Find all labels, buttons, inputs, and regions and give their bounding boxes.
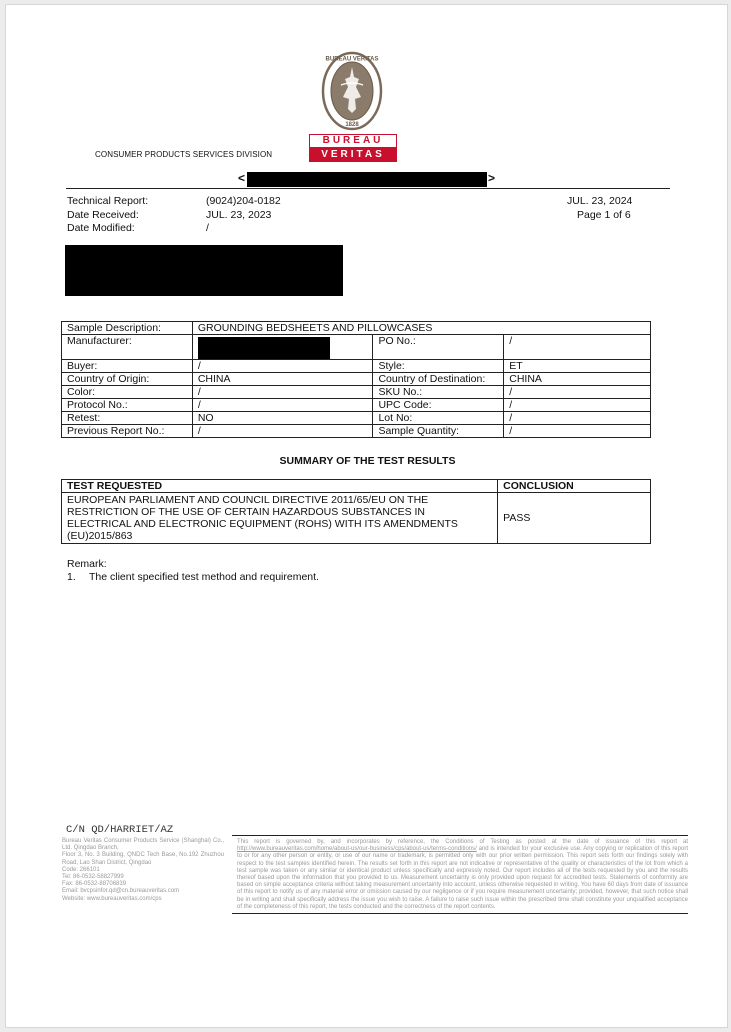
summary-title: SUMMARY OF THE TEST RESULTS xyxy=(279,455,456,467)
date-modified-label: Date Modified: xyxy=(67,222,135,234)
buyer-value: / xyxy=(192,360,373,373)
manufacturer-value xyxy=(192,335,373,360)
table-row xyxy=(62,399,651,412)
po-label: PO No.: xyxy=(373,335,504,360)
seal-year: 1828 xyxy=(345,122,359,128)
logo-word-bureau: BUREAU xyxy=(309,134,397,148)
retest-label: Retest: xyxy=(62,412,193,425)
logo-word-veritas: VERITAS xyxy=(309,148,397,162)
po-value: / xyxy=(504,335,651,360)
col-test-header: TEST REQUESTED xyxy=(62,480,498,493)
color-value: / xyxy=(192,386,373,399)
previous-report-value: / xyxy=(192,425,373,438)
address-line: Email: bvcpsinfor.qd@cn.bureauveritas.com xyxy=(62,888,180,895)
style-value: ET xyxy=(504,360,651,373)
redacted-address-block xyxy=(65,245,343,296)
date-received-value: JUL. 23, 2023 xyxy=(206,209,272,221)
table-row xyxy=(62,335,651,360)
buyer-label: Buyer: xyxy=(62,360,193,373)
sample-quantity-value: / xyxy=(504,425,651,438)
table-row xyxy=(62,373,651,386)
address-line: Code: 266101 xyxy=(62,866,100,873)
division-name: CONSUMER PRODUCTS SERVICES DIVISION xyxy=(95,150,273,159)
disclaimer-text-start: This report is governed by, and incorporates by reference, the Conditions of Testing as posted at the date of issuance of this report at xyxy=(237,839,688,845)
table-row xyxy=(62,493,651,544)
protocol-value: / xyxy=(192,399,373,412)
upc-label: UPC Code: xyxy=(373,399,504,412)
style-label: Style: xyxy=(373,360,504,373)
country-origin-label: Country of Origin: xyxy=(62,373,193,386)
terms-conditions-link[interactable]: http://www.bureauveritas.com/home/about-us/our-business/cps/about-us/terms-conditions/ xyxy=(237,846,477,853)
country-destination-label: Country of Destination: xyxy=(373,373,504,386)
address-line: Fax: 86-0532-88706839 xyxy=(62,881,127,888)
remark-item-number: 1. xyxy=(67,571,76,583)
table-row xyxy=(62,425,651,438)
previous-report-label: Previous Report No.: xyxy=(62,425,193,438)
protocol-label: Protocol No.: xyxy=(62,399,193,412)
address-line: Tel: 86-0532-58827999 xyxy=(62,874,124,881)
address-line: Website: www.bureauveritas.com/cps xyxy=(62,895,162,902)
technical-report-label: Technical Report: xyxy=(67,195,149,207)
disclaimer-text-end: and is intended for your exclusive use. Any copying or replication of this report to or for any other person or entity, or use of our name or trademark, is permitted only with our prior written permission. This report sets forth our findings solely with respect to the test samples identified herein. The results set forth in this report are not indicative or representative of the quality or characteristics of the lot from which a test sample was taken or any similar or identical product unless specifically and expressly noted. Our report includes all of the tests requested by you and the results thereof based upon the information that you provided to us. Measurement uncertainty is only provided upon request for accredited tests. Statements of conformity are based on simple acceptance criteria without taking measurement uncertainty into account, unless otherwise requested in writing. You have 60 days from date of issuance of this report to notify us of any material error or omission caused by our negligence or if you require measurement uncertainty; provided, however, that such notice shall be in writing and shall specifically address the issue you wish to raise. A failure to raise such issue within the prescribed time shall constitute your unqualified acceptance of the completeness of this report, the tests conducted and the correctness of the report contents. xyxy=(237,846,688,910)
header-divider xyxy=(66,188,670,189)
redacted-open-bracket: < xyxy=(238,171,246,185)
date-received-label: Date Received: xyxy=(67,209,139,221)
lot-value: / xyxy=(504,412,651,425)
test-requested-text: EUROPEAN PARLIAMENT AND COUNCIL DIRECTIVE 2011/65/EU ON THE RESTRICTION OF THE USE OF CERTAIN HAZARDOUS SUBSTANCES IN ELECTRICAL AND ELECTRONIC EQUIPMENT (ROHS) WITH ITS AMENDMENTS (EU)2015/863 xyxy=(62,493,498,544)
date-modified-value: / xyxy=(206,222,209,234)
remark-label: Remark: xyxy=(67,558,107,570)
report-page xyxy=(5,4,728,1028)
col-conclusion-header: CONCLUSION xyxy=(498,480,651,493)
address-line: Floor 3, No. 3 Building, QNDC Tech Base, No.192 Zhuzhou Road, Lao Shan District, Qingdao xyxy=(62,852,224,866)
bureau-veritas-seal-icon xyxy=(321,51,383,131)
retest-value: NO xyxy=(192,412,373,425)
redacted-block xyxy=(247,172,487,187)
upc-value: / xyxy=(504,399,651,412)
color-label: Color: xyxy=(62,386,193,399)
redacted-close-bracket: > xyxy=(488,171,496,185)
seal-text: BUREAU VERITAS xyxy=(325,56,379,63)
technical-report-value: (9024)204-0182 xyxy=(206,195,281,207)
country-destination-value: CHINA xyxy=(504,373,651,386)
table-row xyxy=(62,386,651,399)
sku-label: SKU No.: xyxy=(373,386,504,399)
sample-quantity-label: Sample Quantity: xyxy=(373,425,504,438)
company-address xyxy=(62,838,224,903)
page-info: Page 1 of 6 xyxy=(577,209,631,221)
legal-disclaimer xyxy=(232,835,688,914)
sample-info-table xyxy=(61,321,651,438)
cn-code: C/N QD/HARRIET/AZ xyxy=(66,824,174,836)
conclusion-value: PASS xyxy=(498,493,651,544)
table-row xyxy=(62,360,651,373)
manufacturer-label: Manufacturer: xyxy=(62,335,193,360)
summary-table xyxy=(61,479,651,544)
sku-value: / xyxy=(504,386,651,399)
country-origin-value: CHINA xyxy=(192,373,373,386)
redacted-manufacturer xyxy=(198,337,330,359)
table-row xyxy=(62,322,651,335)
issue-date: JUL. 23, 2024 xyxy=(567,195,633,207)
table-row xyxy=(62,412,651,425)
remark-item-text: The client specified test method and requirement. xyxy=(89,571,319,583)
address-line: Bureau Veritas Consumer Products Service (Shanghai) Co., Ltd. Qingdao Branch, xyxy=(62,838,224,852)
sample-description-value: GROUNDING BEDSHEETS AND PILLOWCASES xyxy=(192,322,650,335)
sample-description-label: Sample Description: xyxy=(62,322,193,335)
table-row xyxy=(62,480,651,493)
lot-label: Lot No: xyxy=(373,412,504,425)
